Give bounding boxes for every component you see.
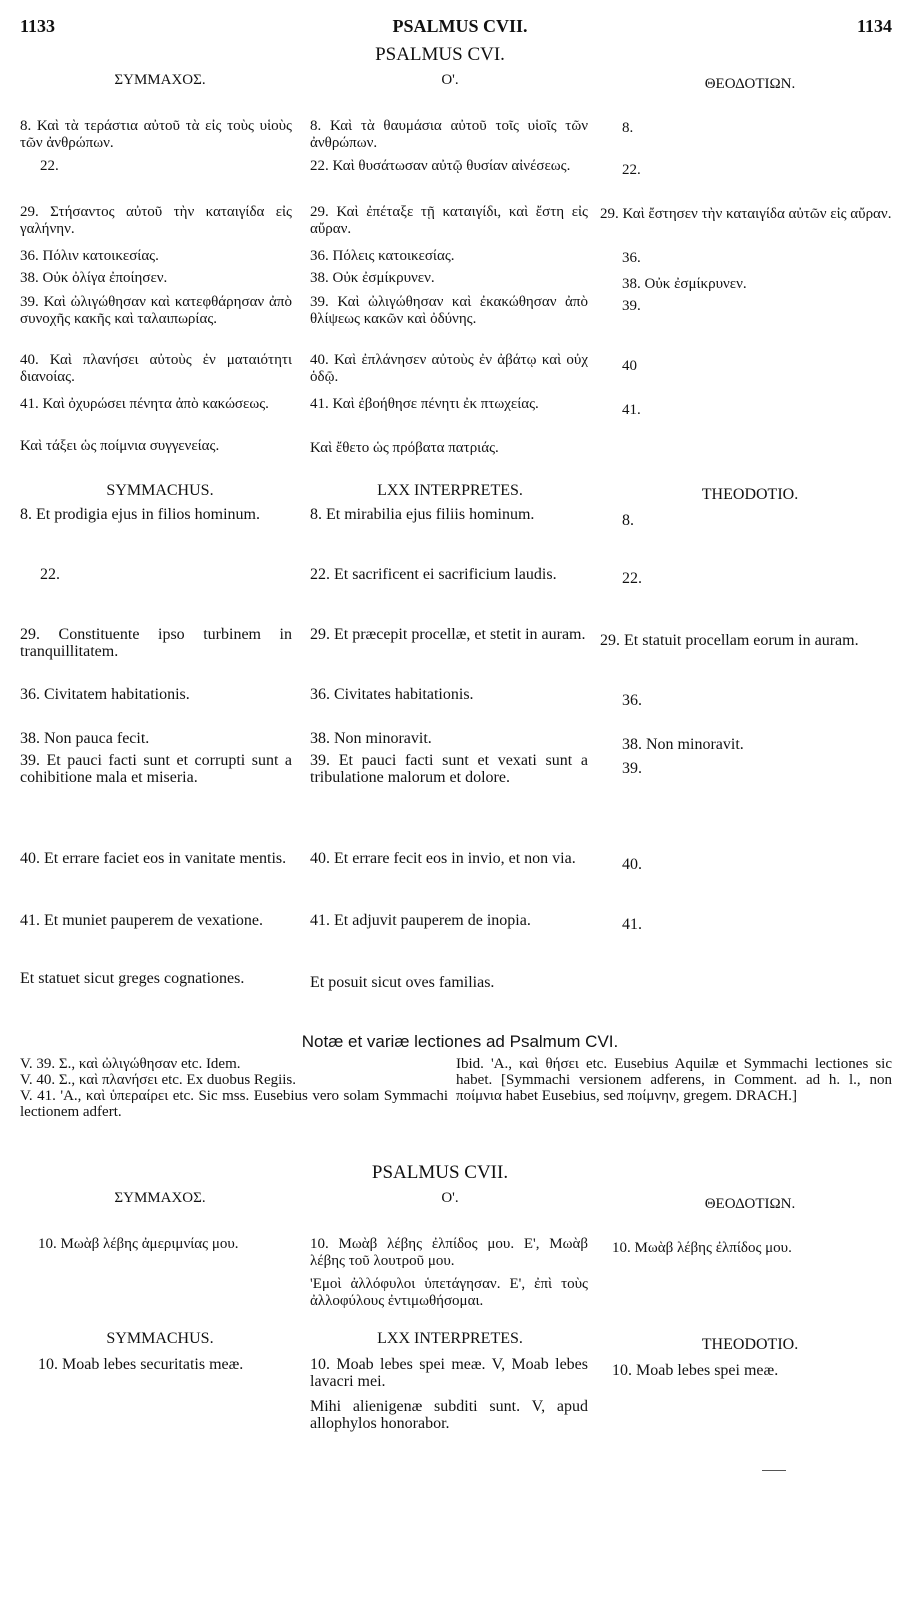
running-title: PSALMUS CVII. xyxy=(392,16,528,36)
greek-row-41-theo: 41. xyxy=(622,402,641,418)
greek-row-36-sym: 36. Πόλιν κατοικεσίας. xyxy=(20,248,159,264)
latin-row-22-lxx: 22. Et sacrificent ei sacrificium laudis. xyxy=(310,566,557,583)
latin-row-39-lxx: 39. Et pauci facti sunt et vexati sunt a tribulatione malorum et dolore. xyxy=(310,752,588,786)
ps107-greek-lxx-2: 'Εμοὶ ἀλλόφυλοι ὑπετάγησαν. Ε', ἐπὶ τοὺς ἀλλοφύλους ἐντιμωθήσομαι. xyxy=(310,1276,588,1309)
ps107-latin-lxx-2: Mihi alienigenæ subditi sunt. V, apud allophylos honorabor. xyxy=(310,1398,588,1432)
latin-row-36-lxx: 36. Civitates habitationis. xyxy=(310,686,474,703)
note-v40: V. 40. Σ., καὶ πλανήσει etc. Ex duobus Regiis. xyxy=(20,1072,297,1088)
latin-row-last-sym: Et statuet sicut greges cognationes. xyxy=(20,970,245,987)
greek-row-29-lxx: 29. Καὶ ἐπέταξε τῇ καταιγίδι, καὶ ἔστη εἰς αὔραν. xyxy=(310,204,588,237)
greek-row-40-theo: 40 xyxy=(622,358,637,374)
ps107-latin-head-sym: SYMMACHUS. xyxy=(106,1330,214,1347)
note-v41: V. 41. 'Α., καὶ ὑπεραίρει etc. Sic mss. Eusebius vero solam Symmachi lectionem adfert. xyxy=(20,1088,448,1120)
psalm-106-title: PSALMUS CVI. xyxy=(375,44,505,65)
ps107-latin-theo: 10. Moab lebes spei meæ. xyxy=(612,1362,779,1379)
ps107-latin-head-theo: THEODOTIO. xyxy=(701,1336,799,1353)
ps106-greek-head-lxx: Ο'. xyxy=(441,72,459,88)
latin-row-38-lxx: 38. Non minoravit. xyxy=(310,730,432,747)
ps106-greek-head-theo: ΘΕΟΔΟΤΙΩΝ. xyxy=(704,76,796,92)
notes-title: Notæ et variæ lectiones ad Psalmum CVI. xyxy=(301,1032,619,1051)
greek-row-last-sym: Καὶ τάξει ὡς ποίμνια συγγενείας. xyxy=(20,438,220,454)
greek-row-40-lxx: 40. Καὶ ἐπλάνησεν αὐτοὺς ἐν ἀβάτῳ καὶ οὐχ ὁδῷ. xyxy=(310,352,588,385)
greek-row-22-lxx: 22. Καὶ θυσάτωσαν αὐτῷ θυσίαν αἰνέσεως. xyxy=(310,158,571,174)
ps106-latin-head-sym: SYMMACHUS. xyxy=(106,482,214,499)
latin-row-36-theo: 36. xyxy=(622,692,642,709)
latin-row-8-lxx: 8. Et mirabilia ejus filiis hominum. xyxy=(310,506,535,523)
psalm-107-title: PSALMUS CVII. xyxy=(371,1162,509,1183)
notes-right-column xyxy=(456,1056,892,1104)
page-number-right: 1134 xyxy=(856,16,892,36)
ps107-greek-lxx-1: 10. Μωὰβ λέβης ἐλπίδος μου. Ε', Μωὰβ λέβης τοῦ λουτροῦ μου. xyxy=(310,1236,588,1269)
latin-row-38-theo: 38. Non minoravit. xyxy=(622,736,744,753)
latin-row-41-theo: 41. xyxy=(622,916,642,933)
note-v39: V. 39. Σ., καὶ ὠλιγώθησαν etc. Idem. xyxy=(20,1056,241,1072)
latin-row-36-sym: 36. Civitatem habitationis. xyxy=(20,686,190,703)
greek-row-39-sym: 39. Καὶ ὠλιγώθησαν καὶ κατεφθάρησαν ἀπὸ συνοχῆς κακῆς καὶ ταλαιπωρίας. xyxy=(20,294,292,327)
latin-row-29-theo: 29. Et statuit procellam eorum in auram. xyxy=(600,632,859,649)
latin-row-39-theo: 39. xyxy=(622,760,642,777)
latin-row-29-sym: 29. Constituente ipso turbinem in tranquillitatem. xyxy=(20,626,292,660)
latin-row-22-sym: 22. xyxy=(40,566,60,583)
greek-row-39-lxx: 39. Καὶ ὠλιγώθησαν καὶ ἐκακώθησαν ἀπὸ θλίψεως κακῶν καὶ ὀδύνης. xyxy=(310,294,588,327)
ps107-greek-sym: 10. Μωὰβ λέβης ἀμεριμνίας μου. xyxy=(38,1236,239,1252)
ps106-latin-head-theo: THEODOTIO. xyxy=(701,486,799,503)
greek-row-22-theo: 22. xyxy=(622,162,641,178)
greek-row-40-sym: 40. Καὶ πλανήσει αὐτοὺς ἐν ματαιότητι διανοίας. xyxy=(20,352,292,385)
ps107-latin-sym: 10. Moab lebes securitatis meæ. xyxy=(38,1356,244,1373)
ps107-latin-head-lxx: LXX INTERPRETES. xyxy=(377,1330,523,1347)
latin-row-40-sym: 40. Et errare faciet eos in vanitate mentis. xyxy=(20,850,287,867)
greek-row-41-lxx: 41. Καὶ ἐβοήθησε πένητι ἐκ πτωχείας. xyxy=(310,396,539,412)
latin-row-8-sym: 8. Et prodigia ejus in filios hominum. xyxy=(20,506,260,523)
latin-row-41-lxx: 41. Et adjuvit pauperem de inopia. xyxy=(310,912,531,929)
greek-row-38-sym: 38. Οὐκ ὀλίγα ἐποίησεν. xyxy=(20,270,168,286)
latin-row-40-theo: 40. xyxy=(622,856,642,873)
notes-left-column xyxy=(20,1056,448,1120)
greek-row-38-theo: 38. Οὐκ ἐσμίκρυνεν. xyxy=(622,276,747,292)
greek-row-36-lxx: 36. Πόλεις κατοικεσίας. xyxy=(310,248,455,264)
latin-row-39-sym: 39. Et pauci facti sunt et corrupti sunt a cohibitione mala et miseria. xyxy=(20,752,292,786)
ps107-greek-head-lxx: Ο'. xyxy=(441,1190,459,1206)
greek-row-29-theo: 29. Καὶ ἔστησεν τὴν καταιγίδα αὐτῶν εἰς αὔραν. xyxy=(600,206,892,222)
greek-row-last-lxx: Καὶ ἔθετο ὡς πρόβατα πατριάς. xyxy=(310,440,499,456)
latin-row-41-sym: 41. Et muniet pauperem de vexatione. xyxy=(20,912,264,929)
latin-row-38-sym: 38. Non pauca fecit. xyxy=(20,730,150,747)
latin-row-22-theo: 22. xyxy=(622,570,642,587)
latin-row-8-theo: 8. xyxy=(622,512,634,529)
page-number-left: 1133 xyxy=(20,16,56,36)
greek-row-29-sym: 29. Στήσαντος αὐτοῦ τὴν καταιγίδα εἰς γαλήνην. xyxy=(20,204,292,237)
ps106-latin-head-lxx: LXX INTERPRETES. xyxy=(377,482,523,499)
ps107-greek-theo: 10. Μωὰβ λέβης ἐλπίδος μου. xyxy=(612,1240,792,1256)
note-ibid: Ibid. 'Α., καὶ θήσει etc. Eusebius Aquilæ et Symmachi lectiones sic habet. [Symmachi versionem adferens, in Comment. ad h. l., non ποίμνια habet Eusebius, sed ποίμνην, gregem. DRACH.] xyxy=(456,1056,892,1104)
greek-row-39-theo: 39. xyxy=(622,298,641,314)
ps107-latin-lxx-1: 10. Moab lebes spei meæ. V, Moab lebes lavacri mei. xyxy=(310,1356,588,1390)
ps107-greek-head-sym: ΣΥΜΜΑΧΟΣ. xyxy=(114,1190,206,1206)
greek-row-38-lxx: 38. Οὐκ ἐσμίκρυνεν. xyxy=(310,270,435,286)
greek-row-36-theo: 36. xyxy=(622,250,641,266)
greek-row-8-theo: 8. xyxy=(622,120,634,136)
ps106-greek-head-sym: ΣΥΜΜΑΧΟΣ. xyxy=(114,72,206,88)
latin-row-29-lxx: 29. Et præcepit procellæ, et stetit in auram. xyxy=(310,626,586,643)
latin-row-40-lxx: 40. Et errare fecit eos in invio, et non via. xyxy=(310,850,576,867)
greek-row-22-sym: 22. xyxy=(40,158,59,174)
latin-row-last-lxx: Et posuit sicut oves familias. xyxy=(310,974,495,991)
greek-row-41-sym: 41. Καὶ ὀχυρώσει πένητα ἀπὸ κακώσεως. xyxy=(20,396,269,412)
greek-row-8-sym: 8. Καὶ τὰ τεράστια αὐτοῦ τὰ εἰς τοὺς υἱοὺς τῶν ἀνθρώπων. xyxy=(20,118,292,151)
greek-row-8-lxx: 8. Καὶ τὰ θαυμάσια αὐτοῦ τοῖς υἱοῖς τῶν ἀνθρώπων. xyxy=(310,118,588,151)
end-rule xyxy=(762,1470,786,1471)
ps107-greek-head-theo: ΘΕΟΔΟΤΙΩΝ. xyxy=(704,1196,796,1212)
